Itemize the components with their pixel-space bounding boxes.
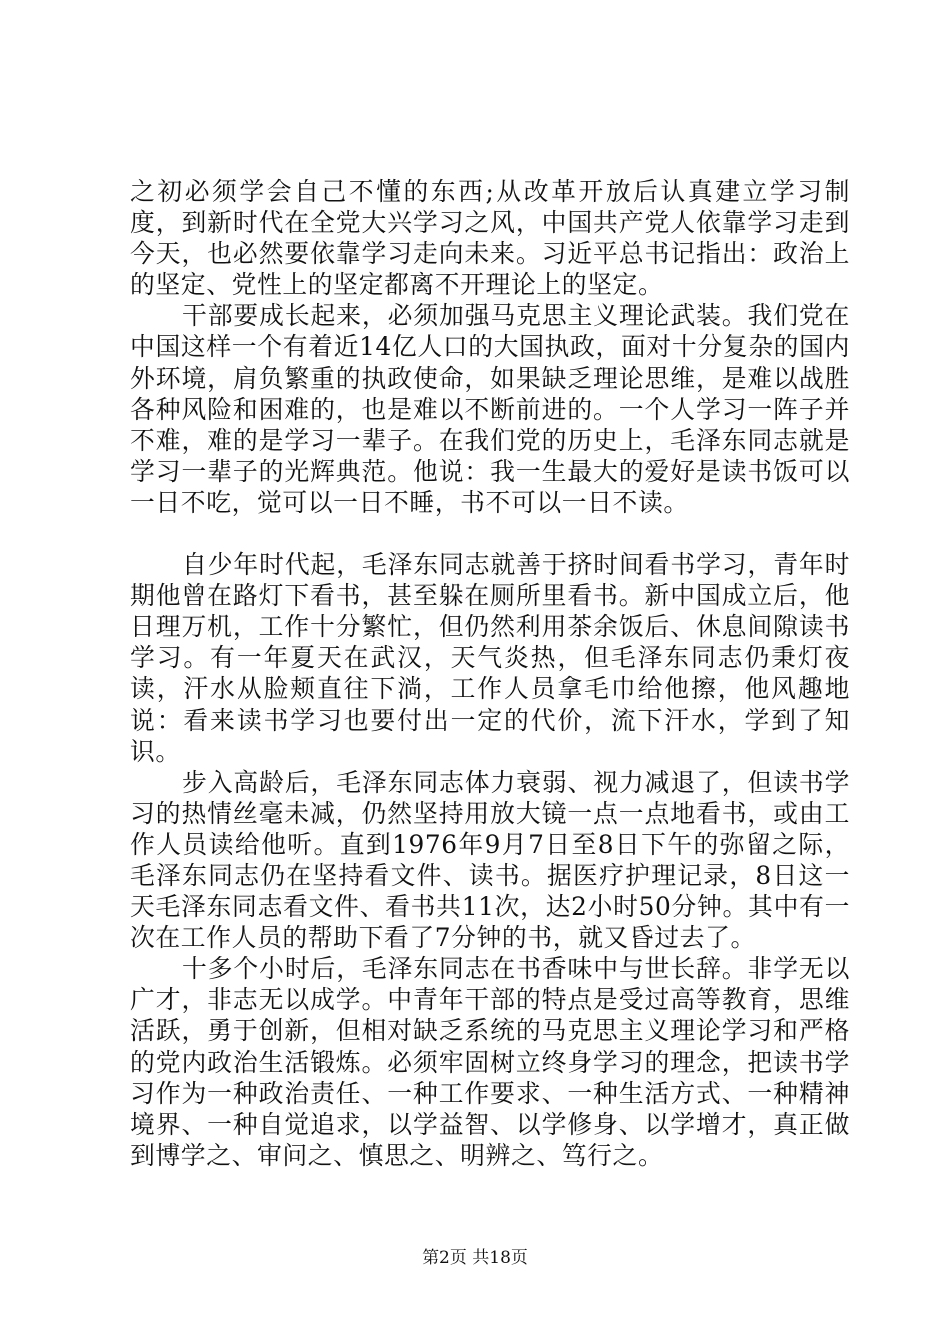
document-body <box>130 176 850 1171</box>
paragraph-2: 干部要成长起来，必须加强马克思主义理论武装。我们党在中国这样一个有着近14亿人口的大国执政，面对十分复杂的国内外环境，肩负繁重的执政使命，如果缺乏理论思维，是难以战胜各种风险和困难的，也是难以不断前进的。一个人学习一阵子并不难，难的是学习一辈子。在我们党的历史上，毛泽东同志就是学习一辈子的光辉典范。他说：我一生最大的爱好是读书饭可以一日不吃，觉可以一日不睡，书不可以一日不读。 <box>130 301 850 517</box>
paragraph-gap <box>130 518 850 549</box>
paragraph-1: 之初必须学会自己不懂的东西;从改革开放后认真建立学习制度，到新时代在全党大兴学习之风，中国共产党人依靠学习走到今天，也必然要依靠学习走向未来。习近平总书记指出：政治上的坚定、党性上的坚定都离不开理论上的坚定。 <box>130 177 850 300</box>
paragraph-4: 步入高龄后，毛泽东同志体力衰弱、视力减退了，但读书学习的热情丝毫未减，仍然坚持用放大镜一点一点地看书，或由工作人员读给他听。直到1976年9月7日至8日下午的弥留之际，毛泽东同志仍在坚持看文件、读书。据医疗护理记录，8日这一天毛泽东同志看文件、看书共11次，达2小时50分钟。其中有一次在工作人员的帮助下看了7分钟的书，就又昏过去了。 <box>130 767 850 953</box>
paragraph-5: 十多个小时后，毛泽东同志在书香味中与世长辞。非学无以广才，非志无以成学。中青年干部的特点是受过高等教育，思维活跃，勇于创新，但相对缺乏系统的马克思主义理论学习和严格的党内政治生活锻炼。必须牢固树立终身学习的理念，把读书学习作为一种政治责任、一种工作要求、一种生活方式、一种精神境界、一种自觉追求，以学益智、以学修身、以学增才，真正做到博学之、审问之、慎思之、明辨之、笃行之。 <box>130 954 850 1170</box>
paragraph-3: 自少年时代起，毛泽东同志就善于挤时间看书学习，青年时期他曾在路灯下看书，甚至躲在厕所里看书。新中国成立后，他日理万机，工作十分繁忙，但仍然利用茶余饭后、休息间隙读书学习。有一年夏天在武汉，天气炎热，但毛泽东同志仍秉灯夜读，汗水从脸颊直往下淌，工作人员拿毛巾给他擦，他风趣地说：看来读书学习也要付出一定的代价，流下汗水，学到了知识。 <box>130 550 850 766</box>
page-footer: 第2页 共18页 <box>422 1248 528 1268</box>
